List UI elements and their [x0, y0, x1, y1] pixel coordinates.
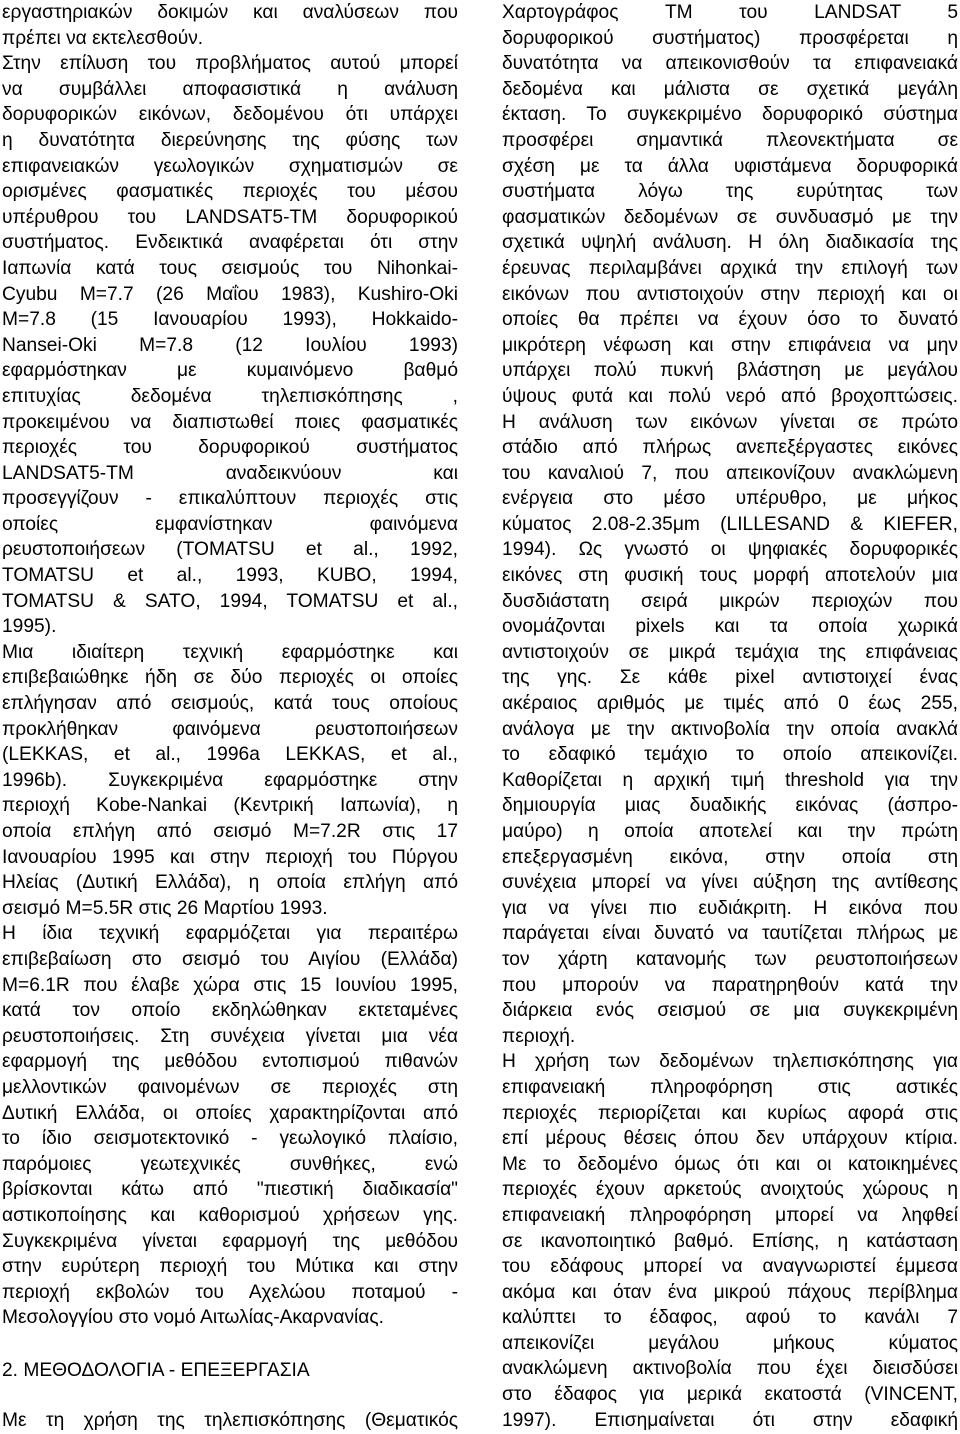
left-column-text-line: πρέπει να εκτελεσθούν.: [2, 27, 204, 49]
left-column-text-line: Η ίδια τεχνική εφαρμόζεται για περαιτέρω: [2, 923, 458, 945]
right-column-text-line: συνέχεια μπορεί να γίνει αύξηση της αντίθεσης: [502, 872, 958, 894]
right-column-text-line: ακόμα και όταν ένα μικρού πάχους περίβλημα: [502, 1281, 958, 1303]
right-column-text-line: σε ικανοποιητικό βαθμό. Επίσης, η κατάσταση: [502, 1230, 958, 1252]
left-column-text-line: Στην επίλυση του προβλήματος αυτού μπορεί: [2, 53, 458, 75]
left-column-text-line: M=6.1R που έλαβε χώρα στις 15 Ιουνίου 1995,: [2, 974, 458, 996]
section-spacer: [2, 1331, 458, 1356]
right-column-text-line: επί μέρους θέσεις όπου δεν υπάρχουν κτίρια.: [502, 1128, 958, 1150]
right-column-text-line: το εδαφικό τεμάχιο το οποίο απεικονίζει.: [502, 744, 958, 766]
right-column-text-line: δορυφορικού συστήματος) προσφέρεται η: [502, 27, 958, 49]
right-column-text-line: ακέραιος αριθμός με τιμές από 0 έως 255,: [502, 693, 958, 715]
left-column-text-line: TOMATSU & SATO, 1994, TOMATSU et al.,: [2, 590, 458, 612]
right-column-text-line: περιοχές περιορίζεται και κυρίως αφορά στις: [502, 1102, 958, 1124]
left-column-text-line: Cyubu M=7.7 (26 Μαΐου 1983), Kushiro-Oki: [2, 283, 458, 305]
right-column-text-line: έκταση. Το συγκεκριμένο δορυφορικό σύστημα: [502, 104, 958, 126]
right-column-text-line: επεξεργασμένη εικόνα, στην οποία στη: [502, 846, 958, 868]
left-column-text-line: συστήματος. Ενδεικτικά αναφέρεται ότι στην: [2, 232, 458, 254]
right-column-text-line: δυνατότητα να απεικονισθούν τα επιφανειακά: [502, 53, 958, 75]
left-column-text-line: επιτυχίας δεδομένα τηλεπισκόπησης ,: [2, 385, 458, 407]
right-column: [502, 0, 958, 1433]
left-column-text-line: Δυτική Ελλάδα, οι οποίες χαρακτηρίζονται από: [2, 1102, 458, 1124]
left-column-text-line: εργαστηριακών δοκιμών και αναλύσεων που: [2, 2, 458, 23]
left-column-text-line: περιοχή εκβολών του Αχελώου ποταμού -: [2, 1281, 458, 1303]
left-column-text-line: Ιανουαρίου 1995 και στην περιοχή του Πύργου: [2, 846, 458, 868]
left-column-text-line: περιοχές του δορυφορικού συστήματος: [2, 437, 458, 459]
left-column-text-line: Με τη χρήση της τηλεπισκόπησης (Θεματικός: [2, 1410, 458, 1432]
right-column-text-line: για να γίνει πιο ευδιάκριτη. Η εικόνα που: [502, 897, 958, 919]
left-column-text-line: Nansei-Oki M=7.8 (12 Ιουλίου 1993): [2, 334, 458, 356]
left-column-text-line: προσεγγίζουν - επικαλύπτουν περιοχές στις: [2, 488, 458, 510]
left-column-text-line: ορισμένες φασματικές περιοχές του μέσου: [2, 181, 458, 203]
right-column-text-line: Καθορίζεται η αρχική τιμή threshold για την: [502, 769, 958, 791]
right-column-text-line: ενέργεια στο μέσο υπέρυθρο, με μήκος: [502, 488, 958, 510]
right-column-text-line: έρευνας περιλαμβάνει αρχικά την επιλογή των: [502, 257, 958, 279]
left-column-text-line: επιβεβαιώθηκε ήδη σε δύο περιοχές οι οποίες: [2, 667, 458, 689]
right-column-text-line: περιοχή.: [502, 1025, 576, 1047]
right-column-text-line: Με το δεδομένο όμως ότι και οι κατοικημένες: [502, 1153, 958, 1175]
left-column: [2, 0, 458, 1434]
right-column-text-line: 1997). Επισημαίνεται ότι στην εδαφική: [502, 1409, 958, 1431]
right-column-text-line: απεικονίζει μεγάλου μήκους κύματος: [502, 1332, 958, 1354]
right-column-text-line: Χαρτογράφος TM του LANDSAT 5: [502, 2, 958, 23]
left-column-text-line: Μεσολογγίου στο νομό Αιτωλίας-Ακαρνανίας.: [2, 1307, 384, 1329]
right-column-text-line: φασματικών δεδομένων σε συνδυασμό με την: [502, 206, 958, 228]
right-column-text-line: σχέση με τα άλλα υφιστάμενα δορυφορικά: [502, 155, 958, 177]
left-column-text-line: Μια ιδιαίτερη τεχνική εφαρμόστηκε και: [2, 641, 458, 663]
left-column-text-line: Ηλείας (Δυτική Ελλάδα), η οποία επλήγη από: [2, 872, 458, 894]
left-column-text-line: κατά τον οποίο εκδηλώθηκαν εκτεταμένες: [2, 1000, 458, 1022]
left-column-text-line: (LEKKAS, et al., 1996a LEKKAS, et al.,: [2, 744, 458, 766]
left-column-text-line: περιοχή Kobe-Nankai (Κεντρική Ιαπωνία), η: [2, 795, 458, 817]
right-column-text-line: του εδάφους μπορεί να αναγνωριστεί έμμεσα: [502, 1256, 958, 1278]
right-column-text-line: οποίες θα πρέπει να έχουν όσο το δυνατό: [502, 309, 958, 331]
right-column-text-line: στο έδαφος για μερικά εκατοστά (VINCENT,: [502, 1384, 958, 1406]
right-column-text-line: διάρκεια ενός σεισμού σε μια συγκεκριμένη: [502, 1000, 958, 1022]
left-column-text-line: σεισμό M=5.5R στις 26 Μαρτίου 1993.: [2, 897, 328, 919]
section-spacer: [2, 1383, 458, 1408]
right-column-text-line: κύματος 2.08-2.35μm (LILLESAND & KIEFER,: [502, 513, 958, 535]
right-column-text-line: παράγεται είναι δυνατό να ταυτίζεται πλήρως με: [502, 923, 958, 945]
left-column-text-line: TOMATSU et al., 1993, KUBO, 1994,: [2, 565, 458, 587]
left-column-text-line: στην ευρύτερη περιοχή του Μύτικα και στην: [2, 1256, 458, 1278]
left-column-text-line: δορυφορικών εικόνων, δεδομένου ότι υπάρχει: [2, 104, 458, 126]
right-column-text-line: δυσδιάστατη σειρά μικρών περιοχών που: [502, 590, 958, 612]
right-column-text-line: επιφανειακή πληροφόρηση μπορεί να ληφθεί: [502, 1204, 958, 1226]
right-column-text-line: εικόνων που αντιστοιχούν στην περιοχή και οι: [502, 283, 958, 305]
left-column-text-line: μελλοντικών φαινομένων σε περιοχές στη: [2, 1076, 458, 1098]
left-column-text-line: 1996b). Συγκεκριμένα εφαρμόστηκε στην: [2, 769, 458, 791]
left-column-text-line: 1995).: [2, 616, 57, 638]
right-column-text-line: σχετικά υψηλή ανάλυση. Η όλη διαδικασία της: [502, 232, 958, 254]
right-column-text-line: τον χάρτη κατανομής των ρευστοποιήσεων: [502, 948, 958, 970]
left-column-text-line: Ιαπωνία κατά τους σεισμούς του Nihonkai-: [2, 257, 458, 279]
right-column-text-line: υπάρχει πολύ πυκνή βλάστηση με μεγάλου: [502, 360, 958, 382]
left-column-text-line: M=7.8 (15 Ιανουαρίου 1993), Hokkaido-: [2, 309, 458, 331]
right-column-text-line: δημιουργία μιας δυαδικής εικόνας (άσπρο-: [502, 795, 958, 817]
left-column-text-line: προκειμένου να διαπιστωθεί ποιες φασματικές: [2, 411, 458, 433]
left-column-text-line: επλήγησαν από σεισμούς, κατά τους οποίους: [2, 693, 458, 715]
right-column-text-line: προσφέρει σημαντικά πλεονεκτήματα σε: [502, 129, 958, 151]
right-column-text-line: ανακλώμενη ακτινοβολία που έχει διεισδύσει: [502, 1358, 958, 1380]
left-column-text-line: εφαρμογή της μεθόδου εντοπισμού πιθανών: [2, 1051, 458, 1073]
right-column-text-line: ύψους φυτά και πολύ νερό από βροχοπτώσεις.: [502, 385, 958, 407]
left-column-text-line: οποία επλήγη από σεισμό M=7.2R στις 17: [2, 821, 458, 842]
right-column-text-line: Η χρήση των δεδομένων τηλεπισκόπησης για: [502, 1051, 958, 1073]
left-column-text-line: οποίες εμφανίστηκαν φαινόμενα: [2, 513, 458, 535]
right-column-text-line: ονομάζονται pixels και τα οποία χωρικά: [502, 616, 958, 638]
right-column-text-line: του καναλιού 7, που απεικονίζουν ανακλώμενη: [502, 462, 958, 484]
right-column-text-line: επιφανειακή πληροφόρηση στις αστικές: [502, 1076, 958, 1098]
left-column-text-line: εφαρμόστηκαν με κυμαινόμενο βαθμό: [2, 360, 458, 382]
left-column-text-line: αστικοποίησης και καθορισμού χρήσεων γης.: [2, 1204, 458, 1226]
right-column-text-line: δεδομένα και μάλιστα σε σχετικά μεγάλη: [502, 78, 958, 100]
left-column-text-line: το ίδιο σεισμοτεκτονικό - γεωλογικό πλαίσιο,: [2, 1128, 458, 1150]
right-column-text-line: περιοχές έχουν αρκετούς ανοιχτούς χώρους η: [502, 1179, 958, 1201]
left-column-text-line: υπέρυθρου του LANDSAT5-TM δορυφορικού: [2, 206, 458, 228]
left-column-text-line: επιφανειακών γεωλογικών σχηματισμών σε: [2, 155, 458, 177]
right-column-text-line: ανάλογα με την ακτινοβολία την οποία ανακλά: [502, 718, 958, 740]
right-column-text-line: της γης. Σε κάθε pixel αντιστοιχεί ένας: [502, 667, 958, 689]
right-column-text-line: μικρότερη νέφωση και στην επιφάνεια να μην: [502, 334, 958, 356]
left-column-text-line: ρευστοποιήσεων (TOMATSU et al., 1992,: [2, 539, 458, 561]
left-column-text-line: παρόμοιες γεωτεχνικές συνθήκες, ενώ: [2, 1153, 458, 1175]
left-column-text-line: η δυνατότητα διερεύνησης της φύσης των: [2, 129, 458, 151]
right-column-text-line: εικόνες στη φυσική τους μορφή αποτελούν μια: [502, 565, 958, 587]
right-column-text-line: καλύπτει το έδαφος, αφού το κανάλι 7: [502, 1307, 958, 1329]
right-column-text-line: που μπορούν να παρατηρηθούν κατά την: [502, 974, 958, 996]
left-column-text-line: να συμβάλλει αποφασιστικά η ανάλυση: [2, 78, 458, 100]
right-column-text-line: συστήματα λόγω της ευρύτητας των: [502, 181, 958, 203]
right-column-text-line: μαύρο) η οποία αποτελεί και την πρώτη: [502, 821, 958, 842]
right-column-text-line: 1994). Ως γνωστό οι ψηφιακές δορυφορικές: [502, 539, 958, 561]
left-column-text-line: βρίσκονται κάτω από "πιεστική διαδικασία": [2, 1179, 458, 1201]
left-column-text-line: προκλήθηκαν φαινόμενα ρευστοποιήσεων: [2, 718, 458, 740]
left-column-text-line: ρευστοποιήσεις. Στη συνέχεια γίνεται μια νέα: [2, 1025, 458, 1047]
right-column-text-line: στάδιο από πλήρως ανεπεξέργαστες εικόνες: [502, 437, 958, 459]
left-column-text-line: LANDSAT5-TM αναδεικνύουν και: [2, 462, 458, 484]
left-column-text-line: επιβεβαίωση στο σεισμό του Αιγίου (Ελλάδα): [2, 948, 458, 970]
section-heading: 2. ΜΕΘΟΔΟΛΟΓΙΑ - ΕΠΕΞΕΡΓΑΣΙΑ: [2, 1359, 310, 1381]
right-column-text-line: Η ανάλυση των εικόνων γίνεται σε πρώτο: [502, 411, 958, 433]
left-column-text-line: Συγκεκριμένα γίνεται εφαρμογή της μεθόδου: [2, 1230, 458, 1252]
right-column-text-line: αντιστοιχούν σε μικρά τεμάχια της επιφάνειας: [502, 641, 958, 663]
